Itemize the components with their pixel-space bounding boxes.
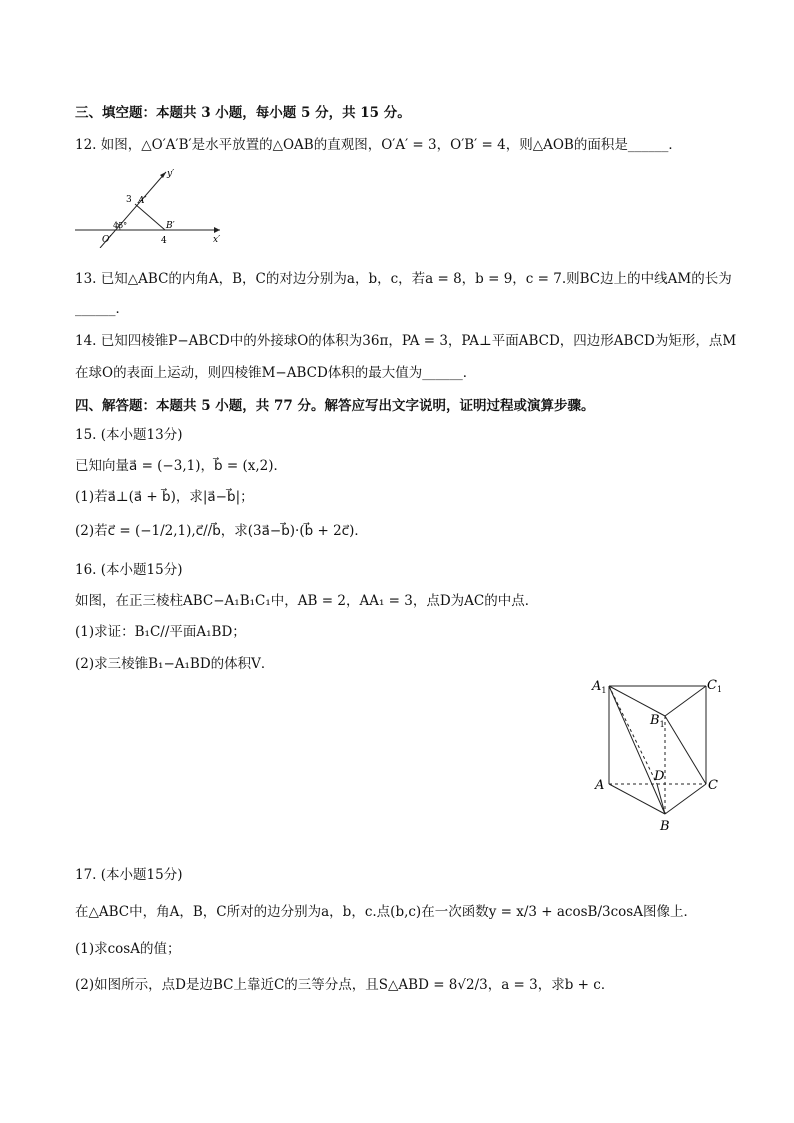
q16-stem: 如图，在正三棱柱ABC−A₁B₁C₁中，AB = 2，AA₁ = 3，点D为AC的中点． [75, 593, 539, 609]
label-three: 3 [126, 195, 132, 205]
x-arrow-icon [214, 227, 220, 233]
q16-title: 16. (本小题15分) [75, 562, 183, 578]
label-c1: $C_1$ [707, 678, 723, 694]
q12-figure [70, 166, 230, 248]
q16-prism-figure [588, 672, 728, 842]
segment-a-b [135, 204, 165, 230]
q15-part1: (1)若a⃗⊥(a⃗ + b⃗)，求|a⃗−b⃗|； [75, 489, 254, 505]
label-b-prime: B′ [166, 221, 175, 231]
q14-line2: 在球O的表面上运动，则四棱锥M−ABCD体积的最大值为______． [75, 365, 477, 381]
label-c: C [708, 778, 718, 793]
label-y: y′ [167, 169, 175, 179]
segment-b1-c [665, 716, 706, 784]
q13-line2: ______． [75, 301, 129, 317]
edge-a1-b1 [609, 686, 665, 716]
label-b1: $B_1$ [650, 713, 665, 729]
section4-heading: 四、解答题：本题共 5 小题，共 77 分。解答应写出文字说明，证明过程或演算步骤。 [75, 398, 595, 414]
q15-stem: 已知向量a⃗ = (−3,1)，b⃗ = (x,2)． [75, 458, 287, 474]
edge-b1-c1 [665, 686, 706, 716]
label-x: x′ [213, 235, 221, 245]
q13-line1: 13. 已知△ABC的内角A，B，C的对边分别为a，b，c，若a = 8，b = 9，c = 7.则BC边上的中线AM的长为 [75, 271, 732, 287]
label-four: 4 [161, 236, 167, 246]
label-a1: $A_1$ [592, 679, 607, 695]
q17-title: 17. (本小题15分) [75, 867, 183, 883]
q17-part2: (2)如图所示，点D是边BC上靠近C的三等分点，且S△ABD = 8√2/3，a = 3，求b + c． [75, 977, 615, 993]
label-angle: 45° [113, 221, 128, 230]
label-o-prime: O′ [102, 235, 112, 245]
segment-a1-b [609, 686, 665, 814]
q15-title: 15. (本小题13分) [75, 427, 183, 443]
q14-line1: 14. 已知四棱锥P−ABCD中的外接球O的体积为36π，PA = 3，PA⊥平面ABCD，四边形ABCD为矩形，点M [75, 333, 737, 349]
q12-text: 12. 如图，△O′A′B′是水平放置的△OAB的直观图，O′A′ = 3，O′B′ = 4，则△AOB的面积是______． [75, 137, 682, 153]
edge-a-b [609, 784, 665, 814]
q16-part2: (2)求三棱锥B₁−A₁BD的体积V． [75, 656, 275, 672]
label-d: D [654, 769, 665, 784]
q17-stem: 在△ABC中，角A，B，C所对的边分别为a，b，c.点(b,c)在一次函数y = x/3 + acosB/3cosA图像上． [75, 904, 697, 920]
q17-part1: (1)求cosA的值； [75, 941, 181, 957]
q16-part1: (1)求证：B₁C//平面A₁BD； [75, 624, 246, 640]
label-a: A [595, 778, 605, 793]
label-b: B [660, 819, 670, 834]
label-a-prime: A′ [138, 196, 147, 206]
q15-part2: (2)若c⃗ = (−1/2,1),c⃗//b⃗，求(3a⃗−b⃗)·(b⃗ + 2c⃗)． [75, 523, 368, 539]
segment-a1-d [609, 686, 657, 784]
edge-b-c [665, 784, 706, 814]
section3-heading: 三、填空题：本题共 3 小题，每小题 5 分，共 15 分。 [75, 105, 411, 121]
y-arrow-icon [160, 172, 166, 178]
